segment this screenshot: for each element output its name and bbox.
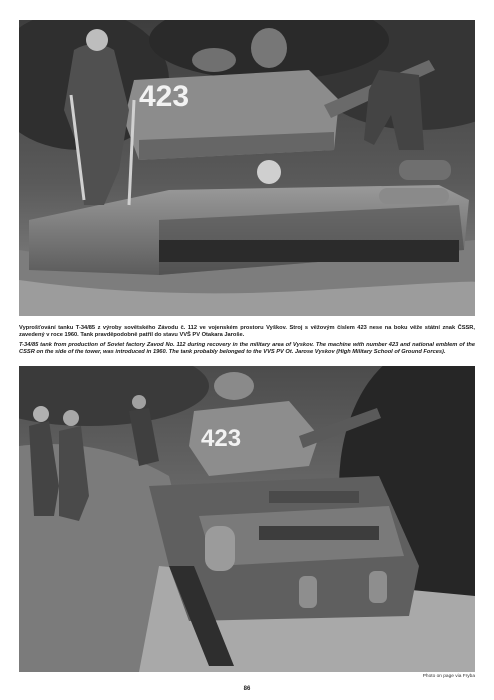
turret-number-top: 423 [139, 80, 190, 113]
photo-credit: Photo on page via Fryba [422, 674, 475, 679]
page-number: 86 [243, 686, 251, 692]
bottom-photo [19, 366, 475, 672]
tank-recovery-photo-1 [19, 20, 475, 316]
turret-number-bottom: 423 [201, 425, 242, 452]
tank-recovery-photo-2 [19, 366, 475, 672]
caption-czech: Vyprošťování tanku T-34/85 z výroby sovětského Závodu č. 112 ve vojenském prostoru Vyškov. Stroj s věžovým číslem 423 nese na boku věže státní znak ČSSR, zavedený v roce 1960. Tank pravděpodobně patřil do stavu VVŠ PV Otakara Jaroše. [19, 324, 475, 339]
top-photo [19, 20, 475, 316]
caption-english: T-34/85 tank from production of Soviet factory Zavod No. 112 during recovery in the military area of Vyskov. The machine with number 423 and national emblem of the CSSR on the side of the tower, was introduced in 1960. The tank probably belonged to the VVS PV Ot. Jarose Vyskov (High Military School of Ground Forces). [19, 341, 475, 356]
